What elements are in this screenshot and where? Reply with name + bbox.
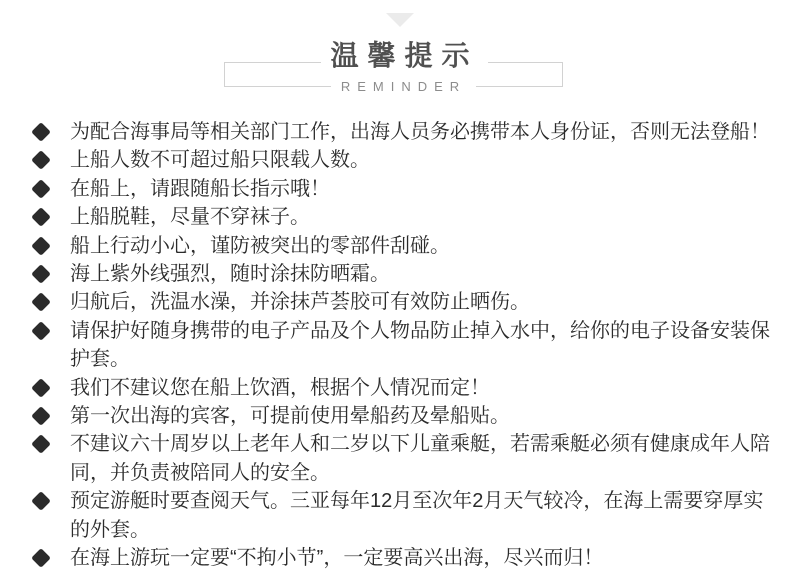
tips-list <box>0 105 800 573</box>
tip-text: 上船人数不可超过船只限载人数。 <box>70 149 370 172</box>
tip-item <box>32 146 770 174</box>
diamond-icon <box>32 203 50 231</box>
diamond-icon <box>32 487 50 515</box>
tip-item <box>32 544 770 572</box>
page-title: 温馨提示 <box>321 39 487 73</box>
tip-item <box>32 402 770 430</box>
diamond-icon <box>32 260 50 288</box>
down-triangle-icon <box>386 13 414 27</box>
tip-text: 海上紫外线强烈，随时涂抹防晒霜。 <box>70 263 390 286</box>
page-subtitle: REMINDER <box>331 78 476 96</box>
diamond-icon <box>32 430 50 458</box>
tip-text: 在海上游玩一定要“不拘小节”，一定要高兴出海，尽兴而归！ <box>70 547 604 570</box>
tip-item <box>32 317 770 374</box>
diamond-icon <box>32 146 50 174</box>
tip-item <box>32 288 770 316</box>
tip-item <box>32 430 770 487</box>
diamond-icon <box>32 317 50 345</box>
tip-item <box>32 374 770 402</box>
diamond-icon <box>32 402 50 430</box>
tip-text: 不建议六十周岁以上老年人和二岁以下儿童乘艇，若需乘艇必须有健康成年人陪同，并负责被陪同人的安全。 <box>70 433 770 484</box>
tip-text: 上船脱鞋，尽量不穿袜子。 <box>70 206 310 229</box>
tip-item <box>32 232 770 260</box>
tip-item <box>32 203 770 231</box>
tip-item <box>32 487 770 544</box>
tip-text: 归航后，洗温水澡，并涂抹芦荟胶可有效防止晒伤。 <box>70 291 530 314</box>
diamond-icon <box>32 175 50 203</box>
tip-text: 船上行动小心，谨防被突出的零部件刮碰。 <box>70 234 450 257</box>
tip-item <box>32 118 770 146</box>
tip-text: 第一次出海的宾客，可提前使用晕船药及晕船贴。 <box>70 405 510 428</box>
tip-text: 为配合海事局等相关部门工作，出海人员务必携带本人身份证，否则无法登船！ <box>70 121 770 143</box>
tip-text: 我们不建议您在船上饮酒，根据个人情况而定！ <box>70 376 490 399</box>
diamond-icon <box>32 288 50 316</box>
tip-item <box>32 175 770 203</box>
diamond-icon <box>32 118 50 146</box>
diamond-icon <box>32 544 50 572</box>
tip-item <box>32 260 770 288</box>
tip-text: 在船上，请跟随船长指示哦！ <box>70 177 330 200</box>
tip-text: 预定游艇时要查阅天气。三亚每年12月至次年2月天气较冷，在海上需要穿厚实的外套。 <box>70 490 764 541</box>
diamond-icon <box>32 374 50 402</box>
tip-text: 请保护好随身携带的电子产品及个人物品防止掉入水中，给你的电子设备安装保护套。 <box>70 319 770 371</box>
diamond-icon <box>32 232 50 260</box>
reminder-header <box>0 0 800 105</box>
